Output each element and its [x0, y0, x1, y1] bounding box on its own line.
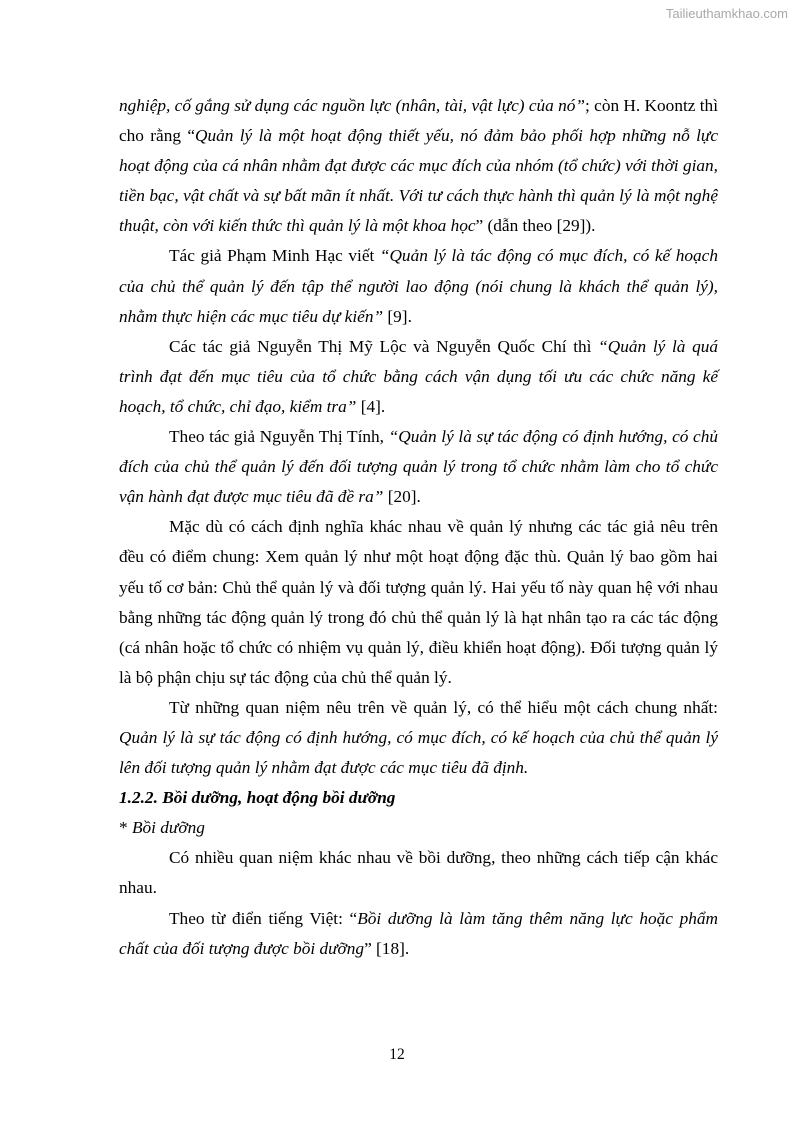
paragraph: [119, 332, 718, 422]
text-run: ” [18].: [364, 938, 410, 958]
text-run: Tác giả Phạm Minh Hạc viết: [169, 246, 380, 266]
text-run: ; còn H. Koontz thì cho rằng “: [119, 96, 718, 146]
text-run: Mặc dù có cách định nghĩa khác nhau về quản lý nhưng các tác giả nêu trên đều có điểm chung: Xem quản lý như một hoạt động đặc thù. Quản lý bao gồm hai yếu tố cơ bản: Chủ thể quản lý và đối tượng quản lý. Hai yếu tố này quan hệ với nhau bằng những tác động quản lý trong đó chủ thể quản lý là hạt nhân tạo ra các tác động (cá nhân hoặc tổ chức có nhiệm vụ quản lý, điều khiển hoạt động). Đối tượng quản lý là bộ phận chịu sự tác động của chủ thể quản lý.: [119, 517, 718, 687]
paragraph: [119, 512, 718, 693]
text-run: Từ những quan niệm nêu trên về quản lý, có thể hiểu một cách chung nhất:: [169, 697, 718, 717]
italic-run: “Quản lý là sự tác động có định hướng, có chủ đích của chủ thể quản lý đến đối tượng quản lý trong tổ chức nhằm làm cho tổ chức vận hành đạt được mục tiêu đã đề ra”: [119, 427, 718, 507]
paragraph: [119, 904, 718, 964]
subheading-bullet: *: [119, 818, 132, 838]
italic-run: Quản lý là sự tác động có định hướng, có mục đích, có kế hoạch của chủ thể quản lý lên đối tượng quản lý nhằm đạt được các mục tiêu đã định.: [119, 727, 718, 778]
paragraph: [119, 241, 718, 331]
text-run: [9].: [383, 306, 412, 326]
subheading-text: Bồi dưỡng: [131, 818, 205, 838]
text-run: [20].: [383, 487, 421, 507]
text-run: Có nhiều quan niệm khác nhau về bồi dưỡng, theo những cách tiếp cận khác nhau.: [119, 848, 718, 898]
subheading: [119, 813, 718, 843]
italic-run: Quản lý là một hoạt động thiết yếu, nó đảm bảo phối hợp những nỗ lực hoạt động của cá nhân nhằm đạt được các mục đích của nhóm (tổ chức) với thời gian, tiền bạc, vật chất và sự bất mãn ít nhất. Với tư cách thực hành thì quản lý là một nghệ thuật, còn với kiến thức thì quản lý là một khoa học: [119, 126, 719, 236]
text-run: [4].: [356, 396, 386, 416]
paragraph: [119, 693, 718, 783]
page-number: 12: [389, 1046, 405, 1063]
document-body: [119, 91, 718, 964]
section-heading: 1.2.2. Bồi dưỡng, hoạt động bồi dưỡng: [119, 788, 396, 808]
text-run: Theo từ điển tiếng Việt: “: [169, 908, 358, 928]
paragraph: [119, 422, 718, 512]
italic-run: “Quản lý là quá trình đạt đến mục tiêu của tổ chức bằng cách vận dụng tối ưu các chức năng kế hoạch, tổ chức, chỉ đạo, kiểm tra”: [119, 336, 719, 416]
italic-run: “Quản lý là tác động có mục đích, có kế hoạch của chủ thể quản lý đến tập thể người lao động (nói chung là khách thể quản lý), nhằm thực hiện các mục tiêu dự kiến”: [119, 246, 718, 326]
text-run: Các tác giả Nguyễn Thị Mỹ Lộc và Nguyễn Quốc Chí thì: [169, 336, 599, 356]
watermark-text: Tailieuthamkhao.com: [665, 6, 788, 21]
paragraph: [119, 91, 718, 241]
text-run: ” (dẫn theo [29]).: [475, 216, 596, 236]
text-run: Theo tác giả Nguyễn Thị Tính,: [169, 427, 389, 447]
paragraph: [119, 843, 718, 903]
italic-run: Bồi dưỡng là làm tăng thêm năng lực hoặc phẩm chất của đối tượng được bồi dưỡng: [119, 908, 718, 958]
italic-run: nghiệp, cố gắng sử dụng các nguồn lực (nhân, tài, vật lực) của nó”: [119, 96, 586, 115]
